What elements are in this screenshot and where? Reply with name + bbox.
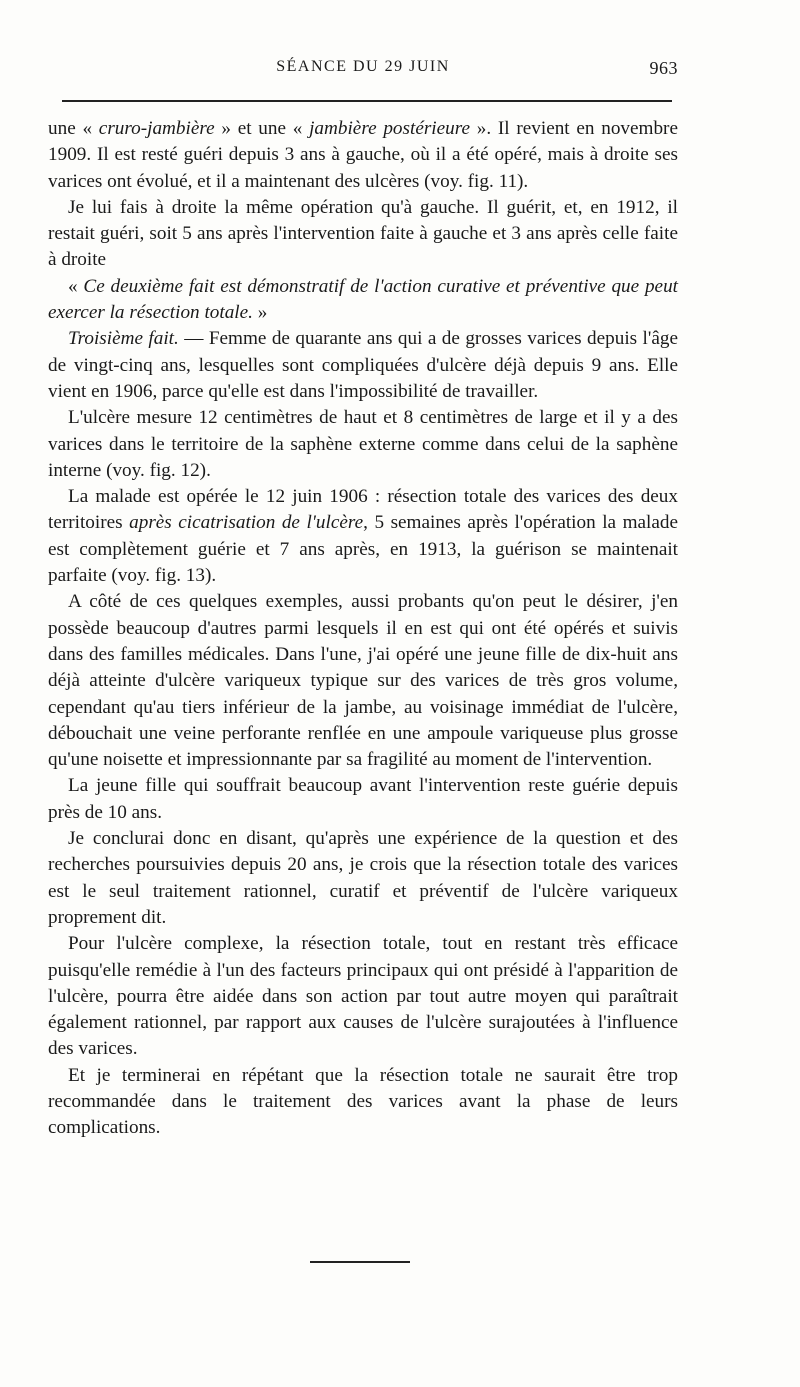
paragraph [48,326,678,405]
text-run: , 5 semaines après l'opération la malade est complètement guérie et 7 ans après, en 1913, la guérison se maintenait parfaite (voy. fig. 13). [48,512,678,587]
italic-text: jambière postérieure [309,118,471,139]
text-run: La jeune fille qui souffrait beaucoup avant l'intervention reste guérie depuis près de 10 ans. [48,775,678,823]
italic-text: après cicatrisation de l'ulcère [129,512,364,534]
paragraph [48,826,678,931]
paragraph [48,195,678,274]
paragraph [48,116,678,195]
text-run: A côté de ces quelques exemples, aussi probants qu'on peut le désirer, j'en possède beaucoup d'autres parmi lesquels il en est qui ont été opérés et suivis dans des familles médicales. Dans l'une, j'ai opéré une jeune fille de dix-huit ans déjà atteinte d'ulcère variqueux typique sur des varices de très gros volume, cependant qu'au tiers inférieur de la jambe, au voisinage immédiat de l'ulcère, débouchait une veine perforante renflée en une ampoule variqueuse plus grosse qu'une noisette et impressionnante par sa fragilité au moment de l'intervention. [48,591,678,771]
header-rule [62,100,672,102]
paragraph [48,484,678,589]
text-run: — Femme de quarante ans qui a de grosses varices depuis l'âge de vingt-cinq ans, lesquelles sont compliquées d'ulcère déjà depuis 9 ans. Elle vient en 1906, parce qu'elle est dans l'impossibilité de travailler. [48,328,678,402]
text-run: » [252,302,268,324]
italic-text: Troisième fait. [68,328,179,350]
running-title: SÉANCE DU 29 JUIN [276,58,450,75]
italic-text: Ce deuxième fait est démonstratif de l'action curative et préventive que peut exercer la résection totale. [48,275,679,324]
paragraph [48,589,678,773]
text-run: « [68,275,84,297]
page-number: 963 [649,58,678,78]
paragraph [48,405,678,484]
text-run: Je conclurai donc en disant, qu'après une expérience de la question et des recherches poursuivies depuis 20 ans, je crois que la résection totale des varices est le seul traitement rationnel, curatif et préventif de l'ulcère variqueux proprement dit. [48,828,678,928]
text-run: Je lui fais à droite la même opération qu'à gauche. Il guérit, et, en 1912, il restait guéri, soit 5 ans après l'intervention faite à gauche et 3 ans après celle faite à droite [48,196,678,271]
page-header [48,58,678,88]
italic-text: cruro-jambière [98,118,215,139]
body-text [48,116,678,1142]
text-run: une « [48,118,99,139]
paragraph [48,773,678,826]
end-rule [310,1261,410,1263]
text-run: » et une « [214,118,310,139]
paragraph [48,931,678,1062]
text-run: Et je terminerai en répétant que la résection totale ne saurait être trop recommandée dans le traitement des varices avant la phase de leurs complications. [48,1064,678,1139]
paragraph [48,1063,678,1142]
text-run: Pour l'ulcère complexe, la résection totale, tout en restant très efficace puisqu'elle remédie à l'un des facteurs principaux qui ont présidé à l'apparition de l'ulcère, pourra être aidée dans son action par tout autre moyen qui paraîtrait également rationnel, par rapport aux causes de l'ulcère surajoutées à l'influence des varices. [48,933,678,1060]
text-run: L'ulcère mesure 12 centimètres de haut et 8 centimètres de large et il y a des varices dans le territoire de la saphène externe comme dans celui de la saphène interne (voy. fig. 12). [48,407,678,481]
quote-paragraph [48,274,678,327]
text-run: La malade est opérée le 12 juin 1906 : résection totale des varices des deux territoires [48,486,678,534]
text-run: ». Il revient en novembre 1909. Il est resté guéri depuis 3 ans à gauche, où il a été opéré, mais à droite ses varices ont évolué, et il a maintenant des ulcères (voy. fig. 11). [48,118,678,192]
